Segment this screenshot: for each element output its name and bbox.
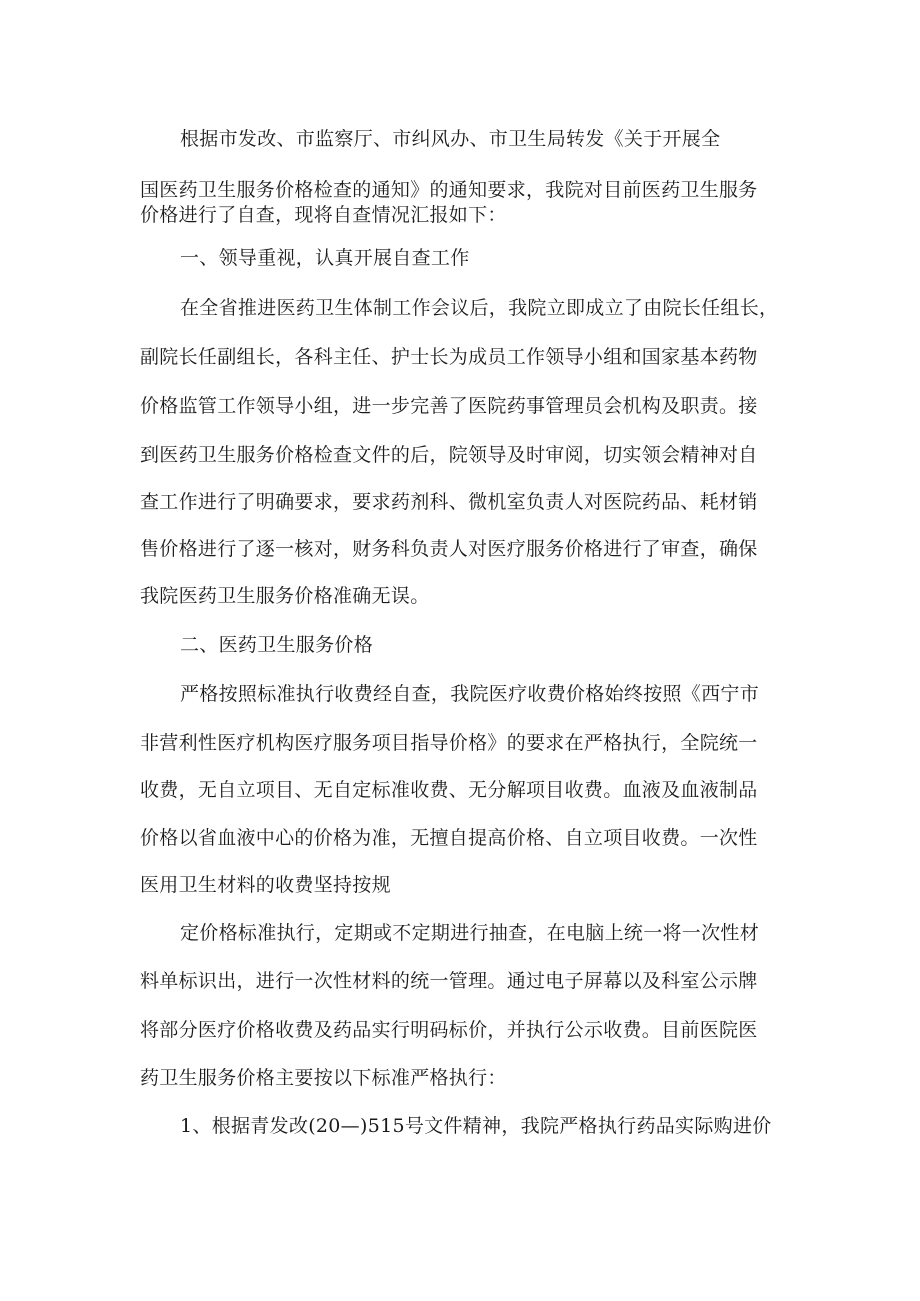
paragraph-line: 在全省推进医药卫生体制工作会议后，我院立即成立了由院长任组长， — [180, 297, 779, 319]
paragraph-line: 价格监管工作领导小组，进一步完善了医院药事管理员会机构及职责。接 — [140, 395, 758, 417]
paragraph-line: 非营利性医疗机构医疗服务项目指导价格》的要求在严格执行，全院统一 — [140, 732, 758, 754]
paragraph-line: 严格按照标准执行收费经自查，我院医疗收费价格始终按照《西宁市 — [180, 683, 760, 705]
paragraph-line: 国医药卫生服务价格检查的通知》的通知要求，我院对目前医药卫生服务 — [140, 179, 758, 201]
paragraph-line: 收费，无自立项目、无自定标准收费、无分解项目收费。血液及血液制品 — [140, 779, 758, 801]
paragraph-line: 根据市发改、市监察厅、市纠风办、市卫生局转发《关于开展全 — [180, 128, 721, 150]
section-heading-1: 一、领导重视，认真开展自查工作 — [180, 247, 470, 269]
paragraph-line: 料单标识出，进行一次性材料的统一管理。通过电子屏幕以及科室公示牌 — [140, 970, 758, 992]
paragraph-line: 医用卫生材料的收费坚持按规 — [140, 874, 391, 896]
paragraph-line: 到医药卫生服务价格检查文件的后，院领导及时审阅，切实领会精神对自 — [140, 444, 758, 466]
paragraph-line: 我院医药卫生服务价格准确无误。 — [140, 585, 430, 607]
paragraph-line: 副院长任副组长，各科主任、护士长为成员工作领导小组和国家基本药物 — [140, 346, 758, 368]
paragraph-line: 定价格标准执行，定期或不定期进行抽查，在电脑上统一将一次性材 — [180, 922, 760, 944]
paragraph-line: 将部分医疗价格收费及药品实行明码标价，并执行公示收费。目前医院医 — [140, 1019, 758, 1041]
paragraph-line: 1、根据青发改(20—)515号文件精神，我院严格执行药品实际购进价 — [180, 1115, 772, 1137]
paragraph-line: 查工作进行了明确要求，要求药剂科、微机室负责人对医院药品、耗材销 — [140, 491, 758, 513]
paragraph-line: 药卫生服务价格主要按以下标准严格执行： — [140, 1067, 507, 1089]
section-heading-2: 二、医药卫生服务价格 — [180, 634, 374, 656]
paragraph-line: 售价格进行了逐一核对，财务科负责人对医疗服务价格进行了审查，确保 — [140, 538, 758, 560]
paragraph-line: 价格进行了自查，现将自查情况汇报如下： — [140, 204, 507, 226]
paragraph-line: 价格以省血液中心的价格为准，无擅自提高价格、自立项目收费。一次性 — [140, 827, 758, 849]
